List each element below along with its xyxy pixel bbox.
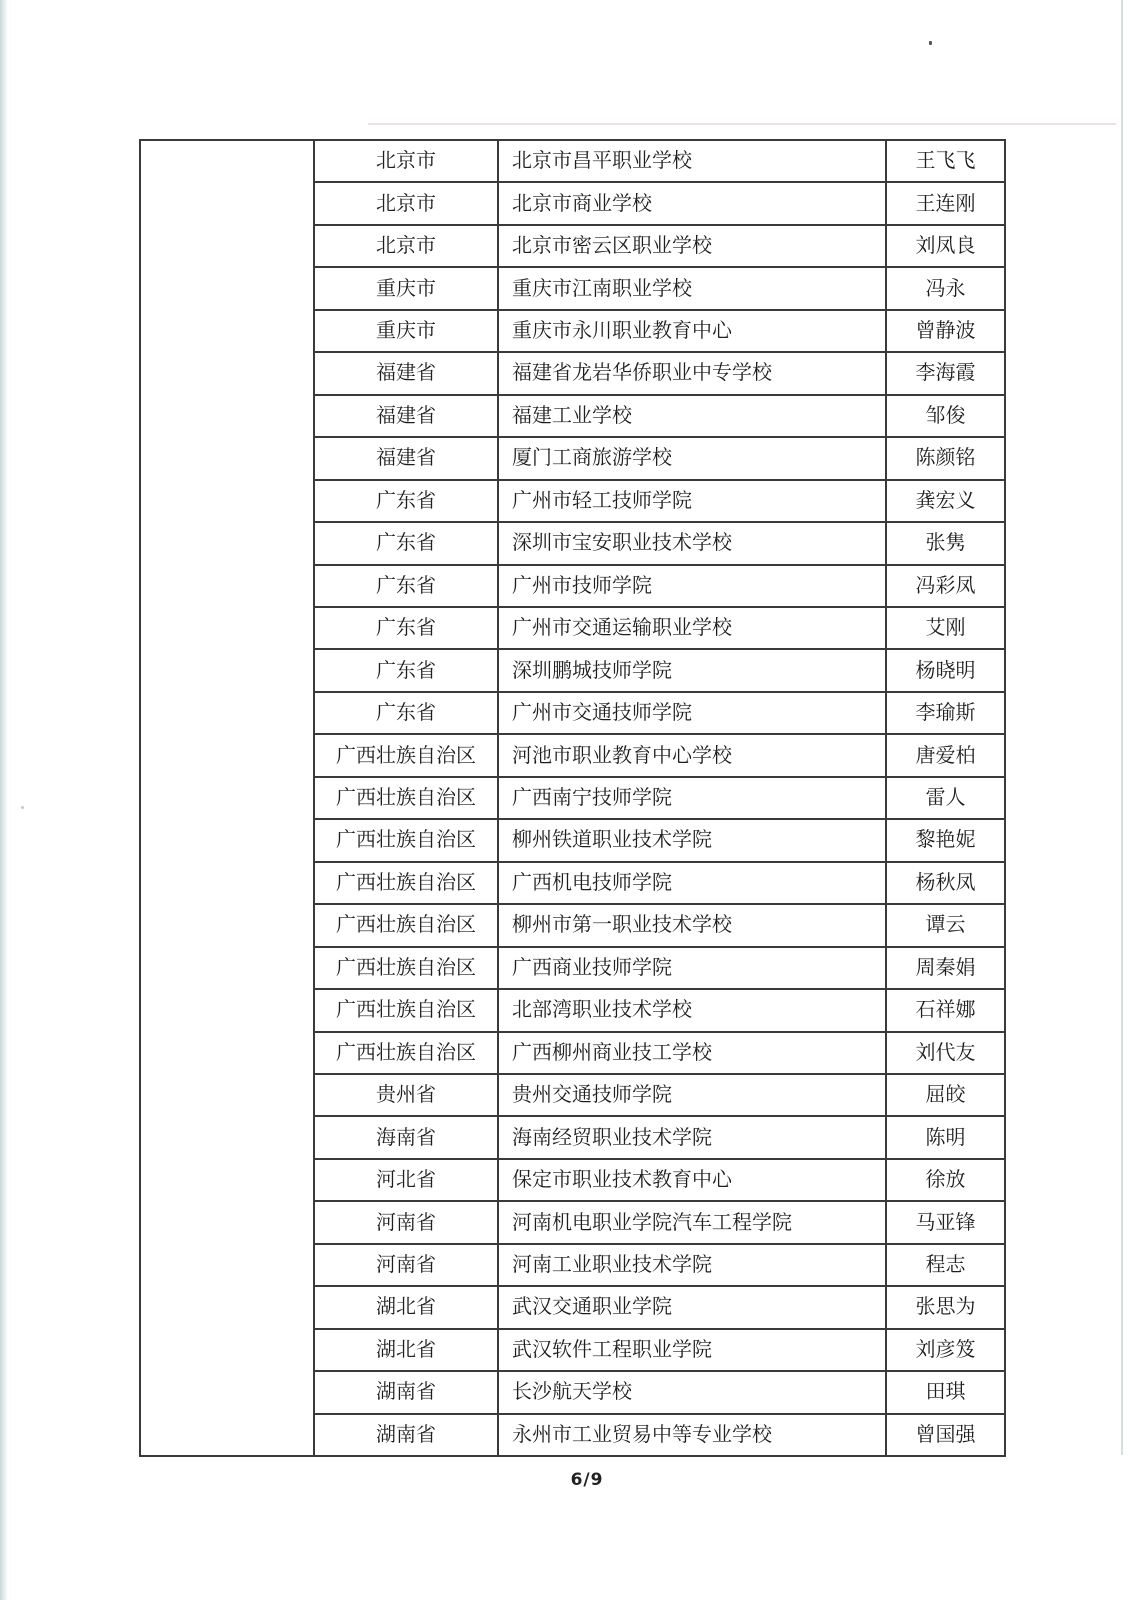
region-cell: 广东省 xyxy=(315,608,499,648)
person-name-cell: 雷人 xyxy=(925,787,966,810)
school-cell: 北京市昌平职业学校 xyxy=(499,141,887,181)
school-cell: 广西商业技师学院 xyxy=(499,948,887,988)
person-name-cell: 曾国强 xyxy=(915,1423,976,1446)
region-cell: 广西壮族自治区 xyxy=(315,905,499,945)
region-cell: 广东省 xyxy=(315,650,499,690)
school-cell: 广州市交通技师学院 xyxy=(499,693,887,733)
scan-line-artifact-right xyxy=(1121,0,1123,1455)
school-cell: 北京市商业学校 xyxy=(499,183,887,223)
school-cell: 武汉交通职业学院 xyxy=(499,1287,887,1327)
school-cell: 长沙航天学校 xyxy=(499,1372,887,1412)
person-name-cell: 杨晓明 xyxy=(915,659,976,682)
school-cell: 北部湾职业技术学校 xyxy=(499,990,887,1030)
school-cell: 深圳市宝安职业技术学校 xyxy=(499,523,887,563)
region-cell: 广西壮族自治区 xyxy=(315,735,499,775)
school-cell: 重庆市江南职业学校 xyxy=(499,268,887,308)
table-row xyxy=(315,268,1004,310)
region-cell: 福建省 xyxy=(315,353,499,393)
person-name-cell: 冯彩凤 xyxy=(915,574,976,597)
person-name-cell: 唐爱柏 xyxy=(915,744,976,767)
table-row xyxy=(315,608,1004,650)
person-name-cell: 张隽 xyxy=(925,532,966,555)
table-row xyxy=(315,1202,1004,1244)
table-row xyxy=(315,1160,1004,1202)
region-cell: 贵州省 xyxy=(315,1075,499,1115)
region-cell: 湖南省 xyxy=(315,1372,499,1412)
table-body xyxy=(315,141,1004,1455)
school-cell: 河南工业职业技术学院 xyxy=(499,1245,887,1285)
table-row xyxy=(315,523,1004,565)
person-name-cell: 龚宏义 xyxy=(915,489,976,512)
region-cell: 广东省 xyxy=(315,481,499,521)
person-name-cell: 徐放 xyxy=(925,1169,966,1192)
table-row xyxy=(315,1075,1004,1117)
school-cell: 贵州交通技师学院 xyxy=(499,1075,887,1115)
roster-table xyxy=(139,139,1006,1457)
person-name-cell: 艾刚 xyxy=(925,617,966,640)
table-row xyxy=(315,820,1004,862)
region-cell: 湖北省 xyxy=(315,1330,499,1370)
school-cell: 永州市工业贸易中等专业学校 xyxy=(499,1415,887,1455)
table-row xyxy=(315,735,1004,777)
school-cell: 柳州市第一职业技术学校 xyxy=(499,905,887,945)
region-cell: 福建省 xyxy=(315,438,499,478)
table-row xyxy=(315,990,1004,1032)
person-name-cell: 刘代友 xyxy=(915,1041,976,1064)
region-cell: 重庆市 xyxy=(315,268,499,308)
table-row xyxy=(315,141,1004,183)
table-row xyxy=(315,566,1004,608)
region-cell: 广西壮族自治区 xyxy=(315,863,499,903)
person-name-cell: 石祥娜 xyxy=(915,999,976,1022)
school-cell: 武汉软件工程职业学院 xyxy=(499,1330,887,1370)
page-number: 6/9 xyxy=(570,1470,604,1490)
table-row xyxy=(315,1287,1004,1329)
region-cell: 湖南省 xyxy=(315,1415,499,1455)
table-row xyxy=(315,1372,1004,1414)
school-cell: 广西柳州商业技工学校 xyxy=(499,1033,887,1073)
person-name-cell: 刘凤良 xyxy=(915,235,976,258)
person-name-cell: 谭云 xyxy=(925,914,966,937)
school-cell: 海南经贸职业技术学院 xyxy=(499,1117,887,1157)
person-name-cell: 曾静波 xyxy=(915,320,976,343)
school-cell: 河池市职业教育中心学校 xyxy=(499,735,887,775)
school-cell: 广西南宁技师学院 xyxy=(499,778,887,818)
table-row xyxy=(315,438,1004,480)
region-cell: 河南省 xyxy=(315,1245,499,1285)
person-name-cell: 周秦娟 xyxy=(915,956,976,979)
person-name-cell: 黎艳妮 xyxy=(915,829,976,852)
school-cell: 福建工业学校 xyxy=(499,396,887,436)
school-cell: 福建省龙岩华侨职业中专学校 xyxy=(499,353,887,393)
person-name-cell: 邹俊 xyxy=(925,404,966,427)
scan-line-artifact-top xyxy=(368,123,1116,125)
person-name-cell: 王飞飞 xyxy=(915,150,976,173)
region-cell: 北京市 xyxy=(315,183,499,223)
merged-empty-cell xyxy=(141,141,315,1455)
region-cell: 广西壮族自治区 xyxy=(315,778,499,818)
person-name-cell: 张思为 xyxy=(915,1296,976,1319)
region-cell: 广东省 xyxy=(315,523,499,563)
region-cell: 北京市 xyxy=(315,226,499,266)
table-row xyxy=(315,1033,1004,1075)
region-cell: 广东省 xyxy=(315,693,499,733)
table-row xyxy=(315,650,1004,692)
school-cell: 广州市轻工技师学院 xyxy=(499,481,887,521)
person-name-cell: 陈颜铭 xyxy=(915,447,976,470)
school-cell: 深圳鹏城技师学院 xyxy=(499,650,887,690)
region-cell: 海南省 xyxy=(315,1117,499,1157)
school-cell: 广州市技师学院 xyxy=(499,566,887,606)
person-name-cell: 屈皎 xyxy=(925,1084,966,1107)
table-row xyxy=(315,311,1004,353)
table-row xyxy=(315,1117,1004,1159)
table-row xyxy=(315,396,1004,438)
school-cell: 河南机电职业学院汽车工程学院 xyxy=(499,1202,887,1242)
region-cell: 广西壮族自治区 xyxy=(315,1033,499,1073)
school-cell: 重庆市永川职业教育中心 xyxy=(499,311,887,351)
person-name-cell: 杨秋凤 xyxy=(915,871,976,894)
scan-dot-artifact xyxy=(21,806,24,809)
region-cell: 湖北省 xyxy=(315,1287,499,1327)
table-row xyxy=(315,693,1004,735)
person-name-cell: 冯永 xyxy=(925,277,966,300)
region-cell: 河北省 xyxy=(315,1160,499,1200)
region-cell: 福建省 xyxy=(315,396,499,436)
region-cell: 广西壮族自治区 xyxy=(315,990,499,1030)
person-name-cell: 程志 xyxy=(925,1254,966,1276)
table-row xyxy=(315,1245,1004,1287)
scan-edge-artifact xyxy=(0,0,8,1600)
person-name-cell: 王连刚 xyxy=(915,192,976,215)
region-cell: 重庆市 xyxy=(315,311,499,351)
table-row xyxy=(315,948,1004,990)
region-cell: 广西壮族自治区 xyxy=(315,948,499,988)
person-name-cell: 刘彦笈 xyxy=(915,1338,976,1361)
person-name-cell: 李海霞 xyxy=(915,362,976,385)
school-cell: 广州市交通运输职业学校 xyxy=(499,608,887,648)
school-cell: 厦门工商旅游学校 xyxy=(499,438,887,478)
person-name-cell: 田琪 xyxy=(925,1381,966,1404)
table-row xyxy=(315,1330,1004,1372)
person-name-cell: 李瑜斯 xyxy=(915,702,976,725)
scan-dot-artifact xyxy=(929,41,932,45)
region-cell: 广西壮族自治区 xyxy=(315,820,499,860)
table-row xyxy=(315,226,1004,268)
table-row xyxy=(315,481,1004,523)
region-cell: 北京市 xyxy=(315,141,499,181)
region-cell: 广东省 xyxy=(315,566,499,606)
table-row xyxy=(315,863,1004,905)
school-cell: 广西机电技师学院 xyxy=(499,863,887,903)
person-name-cell: 陈明 xyxy=(925,1126,966,1149)
school-cell: 保定市职业技术教育中心 xyxy=(499,1160,887,1200)
person-name-cell: 马亚锋 xyxy=(915,1211,976,1234)
table-row xyxy=(315,905,1004,947)
table-row xyxy=(315,1415,1004,1455)
school-cell: 柳州铁道职业技术学院 xyxy=(499,820,887,860)
region-cell: 河南省 xyxy=(315,1202,499,1242)
table-row xyxy=(315,183,1004,225)
table-row xyxy=(315,353,1004,395)
table-row xyxy=(315,778,1004,820)
school-cell: 北京市密云区职业学校 xyxy=(499,226,887,266)
